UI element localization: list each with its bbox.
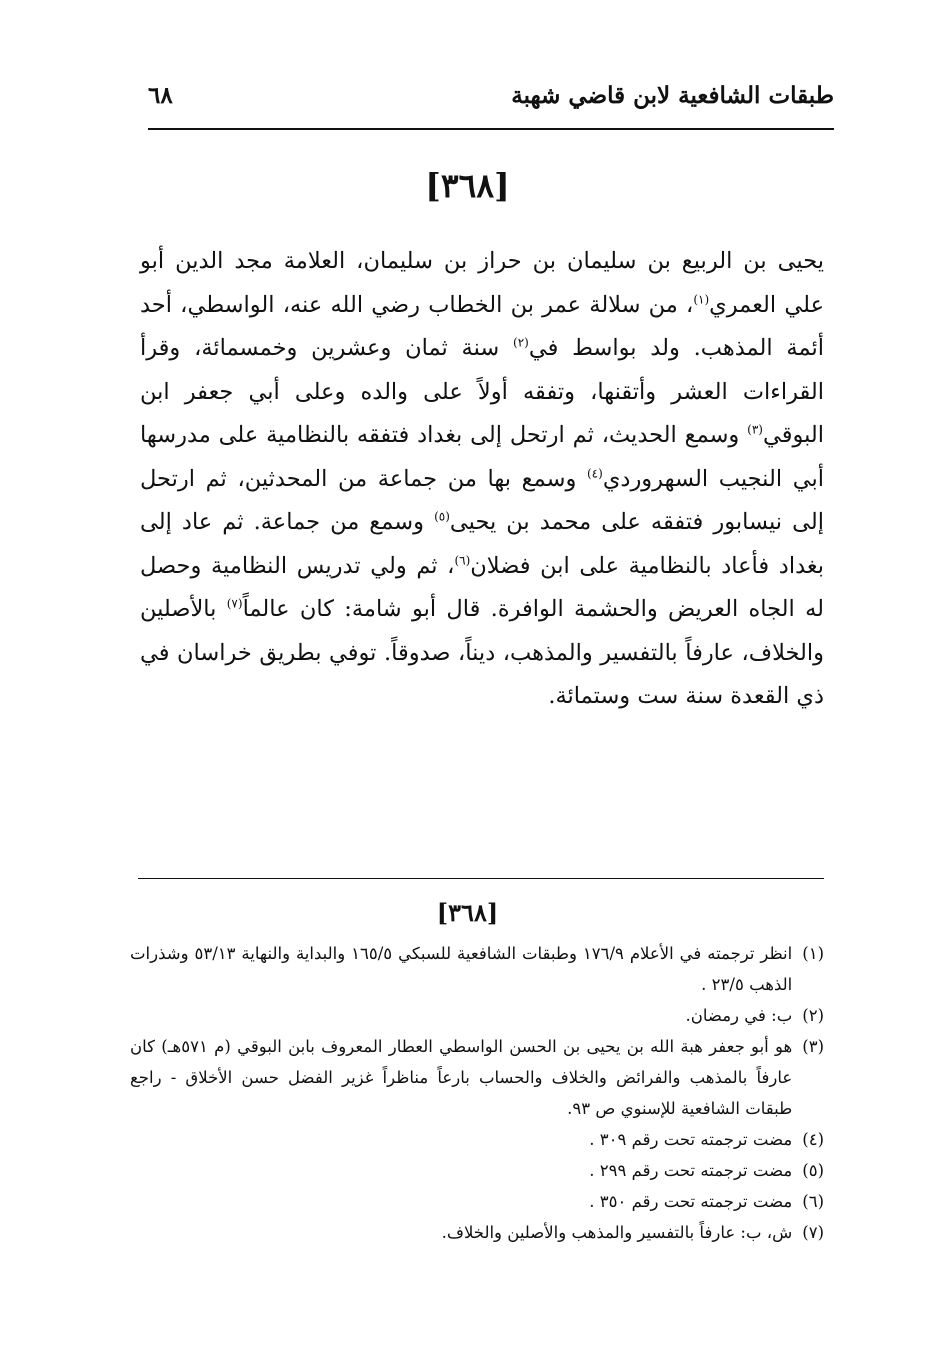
footnote-item xyxy=(130,1124,824,1155)
book-title: طبقات الشافعية لابن قاضي شهبة xyxy=(511,82,834,109)
footnote-number: (١) xyxy=(802,944,824,963)
footnote-ref: (٦) xyxy=(454,553,471,567)
running-header xyxy=(148,78,834,118)
footnote-number: (٥) xyxy=(802,1161,824,1180)
footnote-item xyxy=(130,1031,824,1124)
footnote-text: هو أبو جعفر هبة الله بن يحيى بن الحسن الواسطي العطار المعروف بابن البوقي (م ٥٧١هـ) كان عارفاً بالمذهب والفرائض والخلاف والحساب بارعاً مناظراً غزير الفضل حسن الأخلاق - راجع طبقات الشافعية للإسنوي ص ٩٣. xyxy=(130,1037,793,1118)
biography-segment: ، من سلالة عمر بن الخطاب رضي الله عنه، الواسطي، أحد أئمة المذهب. ولد بواسط في xyxy=(140,291,824,361)
footnote-entry-number: [٣٦٨] xyxy=(436,898,499,927)
biography-segment: وسمع من جماعة. ثم عاد إلى بغداد فأعاد بالنظامية على ابن فضلان xyxy=(140,509,824,579)
header-divider xyxy=(148,128,834,130)
footnote-number: (٢) xyxy=(802,1006,824,1025)
footnote-ref: (١) xyxy=(693,292,710,306)
biography-segment: يحيى بن الربيع بن سليمان بن حراز بن سليمان، العلامة مجد الدين أبو علي العمري xyxy=(140,248,824,318)
footnotes-list xyxy=(130,938,824,1248)
footnote-text: ش، ب: عارفاً بالتفسير والمذهب والأصلين والخلاف. xyxy=(441,1223,793,1242)
footnote-number: (٦) xyxy=(802,1192,824,1211)
footnote-text: مضت ترجمته تحت رقم ٢٩٩ . xyxy=(589,1161,793,1180)
footnote-text: مضت ترجمته تحت رقم ٣٥٠ . xyxy=(589,1192,793,1211)
footnote-number: (٣) xyxy=(802,1037,824,1056)
footnote-item xyxy=(130,1000,824,1031)
footnote-text: مضت ترجمته تحت رقم ٣٠٩ . xyxy=(589,1130,793,1149)
footnote-ref: (٧) xyxy=(226,596,243,611)
footnote-ref: (٣) xyxy=(747,422,763,437)
footnote-item xyxy=(130,1186,824,1217)
footnote-text: ب: في رمضان. xyxy=(685,1006,793,1025)
biography-text xyxy=(140,240,824,719)
biography-segment: وسمع بها من جماعة من المحدثين، ثم ارتحل إلى نيسابور فتفقه على محمد بن يحيى xyxy=(140,465,824,535)
entry-number: [٣٦٨] xyxy=(425,166,510,205)
biography-segment: بالأصلين والخلاف، عارفاً بالتفسير والمذهب، ديناً، صدوقاً. توفي بطريق خراسان في ذي القعدة سنة ست وستمائة. xyxy=(140,596,824,709)
footnote-divider xyxy=(138,878,824,879)
biography-segment: وسمع الحديث، ثم ارتحل إلى بغداد فتفقه بالنظامية على مدرسها أبي النجيب السهروردي xyxy=(140,422,824,492)
footnote-number: (٤) xyxy=(802,1130,824,1149)
footnote-ref: (٢) xyxy=(513,335,529,350)
biography-segment: سنة ثمان وعشرين وخمسمائة، وقرأ القراءات العشر وأتقنها، وتفقه أولاً على والده وعلى أبي جعفر ابن البوقي xyxy=(140,335,824,448)
footnote-item xyxy=(130,1217,824,1248)
footnote-item xyxy=(130,1155,824,1186)
biography-segment: ، ثم ولي تدريس النظامية وحصل له الجاه العريض والحشمة الوافرة. قال أبو شامة: كان عالماً xyxy=(140,552,824,622)
footnote-item xyxy=(130,938,824,1000)
page-number: ٦٨ xyxy=(148,82,173,109)
footnote-ref: (٥) xyxy=(434,509,450,524)
footnote-number: (٧) xyxy=(802,1223,824,1242)
footnote-text: انظر ترجمته في الأعلام ١٧٦/٩ وطبقات الشافعية للسبكي ١٦٥/٥ والبداية والنهاية ٥٣/١٣ وشذرات الذهب ٢٣/٥ . xyxy=(130,944,793,994)
footnote-ref: (٤) xyxy=(586,466,603,480)
